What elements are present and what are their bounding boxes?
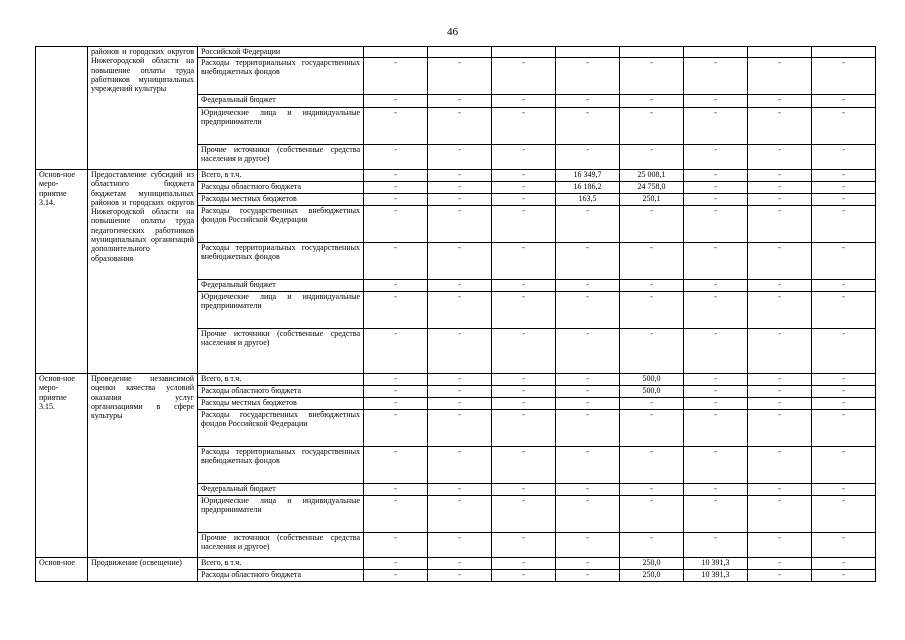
value-cell: - [364,374,428,386]
value-cell: - [748,447,812,484]
value-cell: - [748,108,812,145]
value-cell: - [620,410,684,447]
value-cell: - [748,329,812,374]
value-cell: - [684,95,748,108]
value-cell: - [364,570,428,582]
value-cell: 250,0 [620,558,684,570]
value-cell: - [428,329,492,374]
value-cell: - [684,280,748,292]
source-cell: Расходы территориальных государственных внебюджетных фондов [198,447,364,484]
value-cell: - [812,145,876,170]
value-cell: - [812,484,876,496]
value-cell: - [812,558,876,570]
table-row [36,558,876,570]
value-cell: - [428,95,492,108]
value-cell: - [684,374,748,386]
source-cell: Расходы государственных внебюджетных фондов Российской Федерации [198,410,364,447]
value-cell: - [556,292,620,329]
value-cell: - [620,398,684,410]
table-row [36,47,876,58]
value-cell: - [620,206,684,243]
value-cell: - [684,410,748,447]
value-cell: - [748,182,812,194]
source-cell: Расходы местных бюджетов [198,194,364,206]
value-cell: - [812,570,876,582]
value-cell: - [428,292,492,329]
value-cell: 16 186,2 [556,182,620,194]
value-cell: - [364,329,428,374]
value-cell: - [684,243,748,280]
table-row [36,374,876,386]
value-cell: - [428,108,492,145]
value-cell: - [812,194,876,206]
value-cell [364,47,428,58]
value-cell: - [492,206,556,243]
source-cell: Прочие источники (собственные средства населения и другое) [198,533,364,558]
value-cell [748,47,812,58]
value-cell: - [492,447,556,484]
value-cell: - [748,280,812,292]
value-cell: - [492,145,556,170]
value-cell: - [364,410,428,447]
source-cell: Российской Федерации [198,47,364,58]
source-cell: Расходы областного бюджета [198,386,364,398]
description-cell: Предоставление субсидий из областного бюджета бюджетам муниципальных районов и городских округов Нижегородской области на повышение оплаты труда педагогических работников муниципальных организаций дополнительного образования [88,170,198,374]
source-cell: Расходы государственных внебюджетных фондов Российской Федерации [198,206,364,243]
value-cell: - [684,170,748,182]
value-cell: - [364,58,428,95]
value-cell: - [492,243,556,280]
page-number: 46 [447,26,458,38]
value-cell: - [748,496,812,533]
value-cell: - [364,447,428,484]
value-cell: - [556,447,620,484]
value-cell: 250,0 [620,570,684,582]
value-cell: - [748,243,812,280]
value-cell: - [428,484,492,496]
value-cell: - [748,570,812,582]
description-cell: районов и городских округов Нижегородской области на повышение оплаты труда работников муниципальных учреждений культуры [88,47,198,170]
value-cell: - [428,410,492,447]
table-row [36,170,876,182]
value-cell: - [428,194,492,206]
value-cell: - [684,386,748,398]
value-cell: - [812,329,876,374]
value-cell: - [812,447,876,484]
value-cell: - [492,194,556,206]
value-cell: - [556,533,620,558]
value-cell: 250,1 [620,194,684,206]
source-cell: Расходы территориальных государственных внебюджетных фондов [198,58,364,95]
value-cell: - [364,206,428,243]
value-cell [620,47,684,58]
value-cell: - [556,108,620,145]
value-cell: - [364,194,428,206]
value-cell: - [492,108,556,145]
value-cell: - [364,558,428,570]
value-cell: - [428,58,492,95]
value-cell: - [812,280,876,292]
value-cell: - [620,108,684,145]
value-cell: 10 391,3 [684,558,748,570]
value-cell: - [428,206,492,243]
value-cell: - [428,243,492,280]
value-cell: - [556,329,620,374]
value-cell: - [748,95,812,108]
value-cell: - [812,108,876,145]
value-cell: - [620,447,684,484]
source-cell: Федеральный бюджет [198,95,364,108]
value-cell: - [556,496,620,533]
value-cell: - [684,292,748,329]
value-cell: 500,0 [620,386,684,398]
value-cell: - [684,398,748,410]
value-cell: - [428,280,492,292]
value-cell: - [556,280,620,292]
value-cell: - [620,58,684,95]
measure-cell [36,47,88,170]
measure-cell: Основ-ное меро-приятие 3.14. [36,170,88,374]
value-cell: - [620,95,684,108]
value-cell: - [492,374,556,386]
value-cell: - [556,386,620,398]
value-cell: - [364,484,428,496]
value-cell: - [748,194,812,206]
value-cell: - [492,398,556,410]
value-cell: - [364,386,428,398]
value-cell: - [428,145,492,170]
value-cell: - [812,182,876,194]
value-cell: - [364,533,428,558]
source-cell: Расходы областного бюджета [198,570,364,582]
value-cell: - [684,194,748,206]
value-cell: - [812,374,876,386]
value-cell: - [428,496,492,533]
source-cell: Юридические лица и индивидуальные предприниматели [198,496,364,533]
description-cell: Продвижение (освещение) [88,558,198,582]
value-cell: - [748,533,812,558]
value-cell: - [492,95,556,108]
measure-cell: Основ-ное меро-приятие 3.15. [36,374,88,558]
value-cell: - [364,182,428,194]
value-cell: - [428,447,492,484]
value-cell: - [364,145,428,170]
source-cell: Всего, в т.ч. [198,374,364,386]
value-cell: - [428,182,492,194]
source-cell: Юридические лица и индивидуальные предприниматели [198,292,364,329]
value-cell: - [428,533,492,558]
value-cell: 500,0 [620,374,684,386]
value-cell: 10 391,3 [684,570,748,582]
value-cell: - [748,170,812,182]
value-cell: - [556,398,620,410]
value-cell: - [748,58,812,95]
value-cell: - [684,484,748,496]
value-cell [812,47,876,58]
value-cell: - [748,398,812,410]
value-cell: - [492,533,556,558]
value-cell [684,47,748,58]
value-cell: - [748,484,812,496]
value-cell: - [748,558,812,570]
value-cell: - [492,410,556,447]
value-cell: - [364,243,428,280]
value-cell: - [684,206,748,243]
value-cell: - [492,496,556,533]
value-cell [428,47,492,58]
value-cell: - [364,108,428,145]
value-cell: - [364,170,428,182]
source-cell: Всего, в т.ч. [198,558,364,570]
value-cell: - [620,145,684,170]
value-cell: - [748,292,812,329]
value-cell: - [492,292,556,329]
value-cell: - [556,95,620,108]
value-cell: 25 008,1 [620,170,684,182]
value-cell: - [620,496,684,533]
value-cell: 16 349,7 [556,170,620,182]
value-cell: - [812,243,876,280]
value-cell: - [364,292,428,329]
value-cell: - [620,329,684,374]
value-cell: - [812,533,876,558]
value-cell: - [684,329,748,374]
value-cell: - [556,206,620,243]
budget-table [35,46,876,582]
value-cell: - [684,447,748,484]
value-cell: - [620,243,684,280]
value-cell: - [428,398,492,410]
value-cell: - [364,496,428,533]
value-cell: - [812,292,876,329]
value-cell: 24 758,0 [620,182,684,194]
value-cell: - [428,374,492,386]
value-cell: - [556,570,620,582]
value-cell: - [684,496,748,533]
value-cell: - [748,386,812,398]
value-cell [492,47,556,58]
value-cell: - [684,108,748,145]
value-cell: - [492,182,556,194]
value-cell: - [492,386,556,398]
value-cell: - [492,170,556,182]
value-cell: - [812,410,876,447]
value-cell: - [556,484,620,496]
value-cell: - [492,570,556,582]
value-cell: - [812,170,876,182]
source-cell: Расходы областного бюджета [198,182,364,194]
value-cell: - [748,410,812,447]
value-cell: - [428,386,492,398]
value-cell: - [492,558,556,570]
source-cell: Расходы территориальных государственных внебюджетных фондов [198,243,364,280]
value-cell: - [812,386,876,398]
measure-cell: Основ-ное [36,558,88,582]
source-cell: Всего, в т.ч. [198,170,364,182]
source-cell: Федеральный бюджет [198,484,364,496]
value-cell: - [364,398,428,410]
value-cell: - [748,374,812,386]
value-cell: - [428,558,492,570]
value-cell: - [556,243,620,280]
value-cell: - [748,206,812,243]
value-cell: - [556,58,620,95]
value-cell: - [364,95,428,108]
description-cell: Проведение независимой оценки качества условий оказания услуг организациями в сфере культуры [88,374,198,558]
value-cell: - [428,170,492,182]
value-cell: - [812,58,876,95]
value-cell: - [684,58,748,95]
value-cell: - [492,484,556,496]
value-cell: - [812,206,876,243]
source-cell: Расходы местных бюджетов [198,398,364,410]
value-cell: - [812,95,876,108]
value-cell: - [492,58,556,95]
value-cell: - [620,280,684,292]
value-cell: - [428,570,492,582]
value-cell: - [364,280,428,292]
value-cell: - [812,496,876,533]
source-cell: Юридические лица и индивидуальные предприниматели [198,108,364,145]
source-cell: Прочие источники (собственные средства населения и другое) [198,329,364,374]
value-cell: - [556,145,620,170]
value-cell: - [620,533,684,558]
value-cell: - [748,145,812,170]
value-cell: - [684,533,748,558]
value-cell: - [620,292,684,329]
source-cell: Прочие источники (собственные средства населения и другое) [198,145,364,170]
source-cell: Федеральный бюджет [198,280,364,292]
value-cell: 163,5 [556,194,620,206]
value-cell: - [556,558,620,570]
value-cell: - [556,374,620,386]
value-cell: - [812,398,876,410]
value-cell: - [684,145,748,170]
value-cell: - [556,410,620,447]
value-cell: - [492,329,556,374]
value-cell: - [684,182,748,194]
value-cell: - [492,280,556,292]
value-cell [556,47,620,58]
value-cell: - [620,484,684,496]
